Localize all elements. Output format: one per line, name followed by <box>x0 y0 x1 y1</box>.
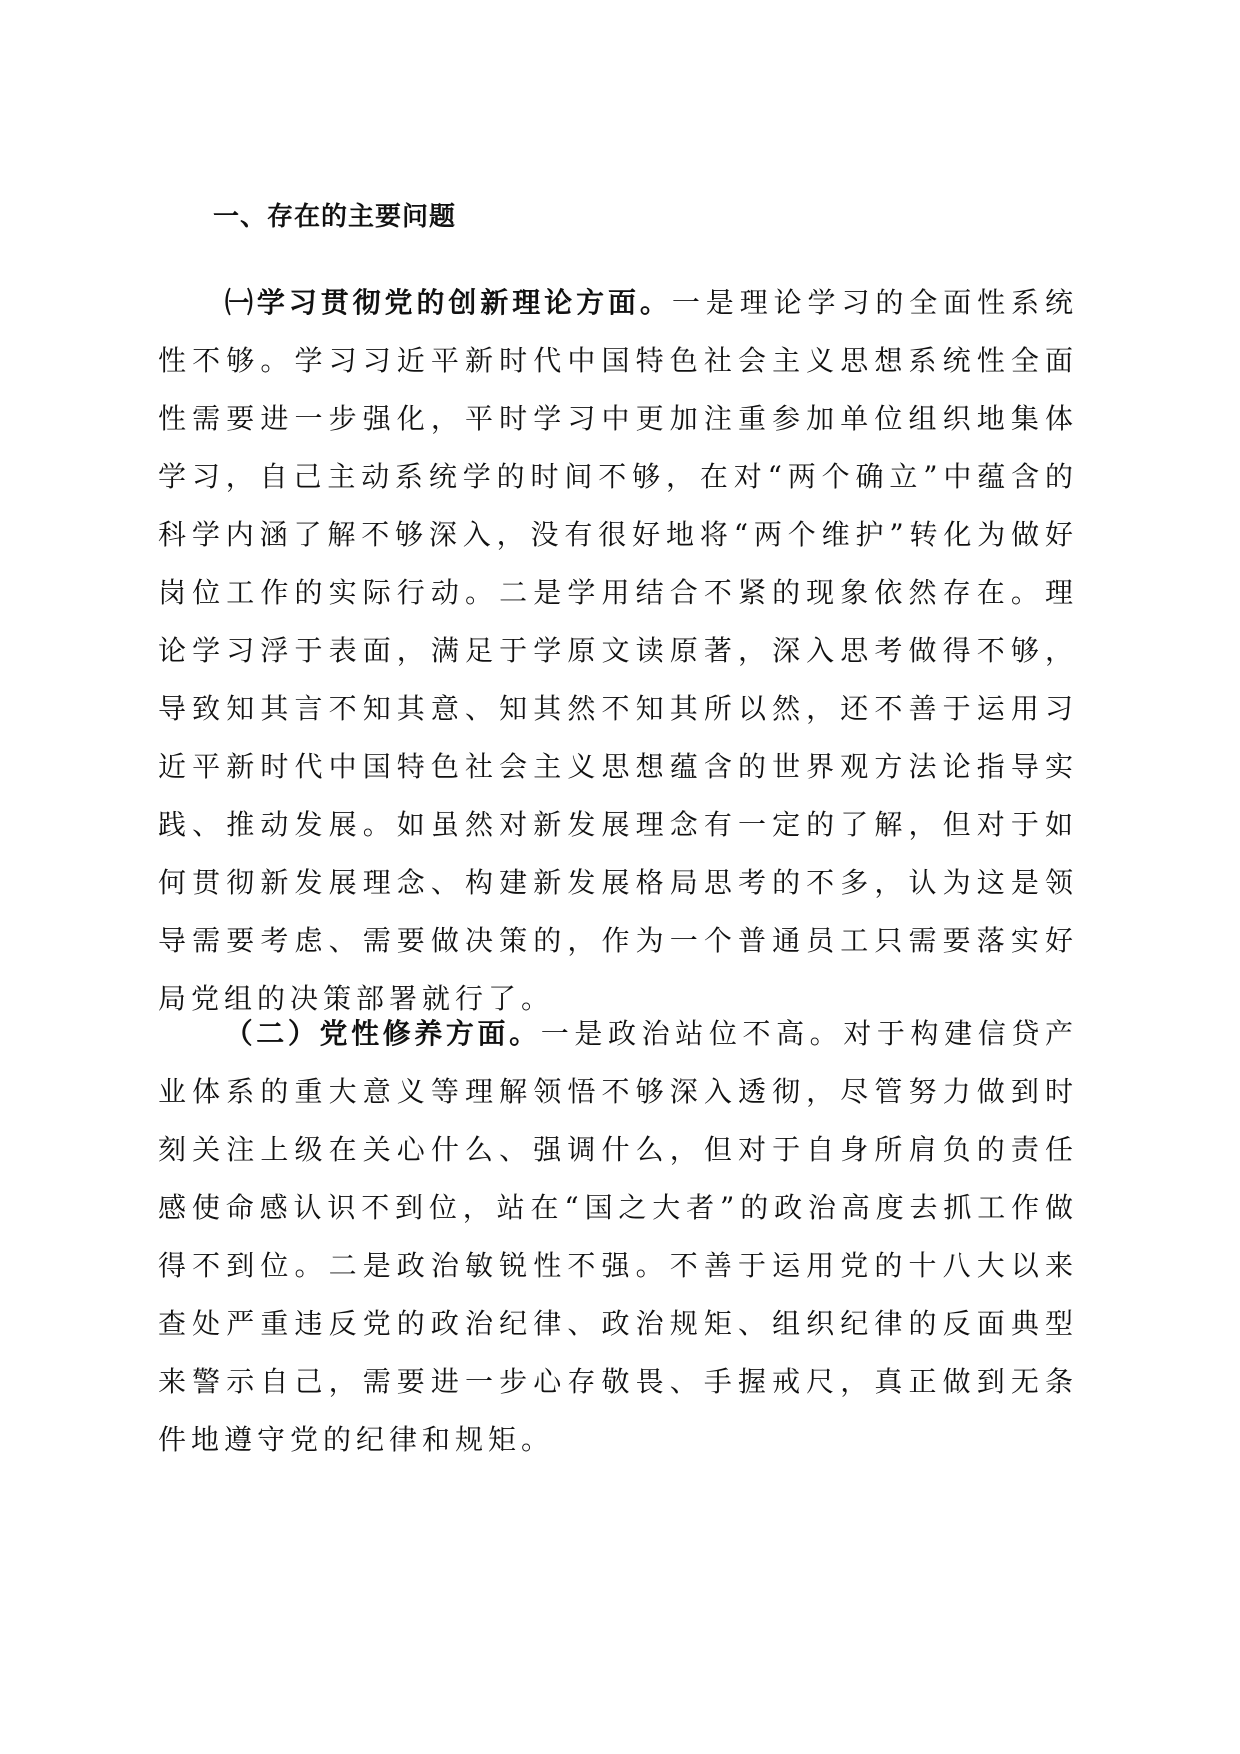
paragraph-party-cultivation <box>158 1005 1078 1469</box>
section-heading: 一、存在的主要问题 <box>213 202 457 232</box>
paragraph-theory-study <box>158 274 1078 1028</box>
paragraph-body-party-cultivation: 一是政治站位不高。对于构建信贷产业体系的重大意义等理解领悟不够深入透彻，尽管努力做到时刻关注上级在关心什么、强调什么，但对于自身所肩负的责任感使命感认识不到位，站在“国之大者”的政治高度去抓工作做得不到位。二是政治敏锐性不强。不善于运用党的十八大以来查处严重违反党的政治纪律、政治规矩、组织纪律的反面典型来警示自己，需要进一步心存敬畏、手握戒尺，真正做到无条件地遵守党的纪律和规矩。 <box>158 1017 1078 1456</box>
paragraph-lead-theory-study: ㈠学习贯彻党的创新理论方面。 <box>224 286 672 319</box>
paragraph-body-theory-study: 一是理论学习的全面性系统性不够。学习习近平新时代中国特色社会主义思想系统性全面性需要进一步强化，平时学习中更加注重参加单位组织地集体学习，自己主动系统学的时间不够，在对“两个确立”中蕴含的科学内涵了解不够深入，没有很好地将“两个维护”转化为做好岗位工作的实际行动。二是学用结合不紧的现象依然存在。理论学习浮于表面，满足于学原文读原著，深入思考做得不够，导致知其言不知其意、知其然不知其所以然，还不善于运用习近平新时代中国特色社会主义思想蕴含的世界观方法论指导实践、推动发展。如虽然对新发展理念有一定的了解，但对于如何贯彻新发展理念、构建新发展格局思考的不多，认为这是领导需要考虑、需要做决策的，作为一个普通员工只需要落实好局党组的决策部署就行了。 <box>158 286 1078 1015</box>
paragraph-lead-party-cultivation: （二）党性修养方面。 <box>224 1017 541 1050</box>
